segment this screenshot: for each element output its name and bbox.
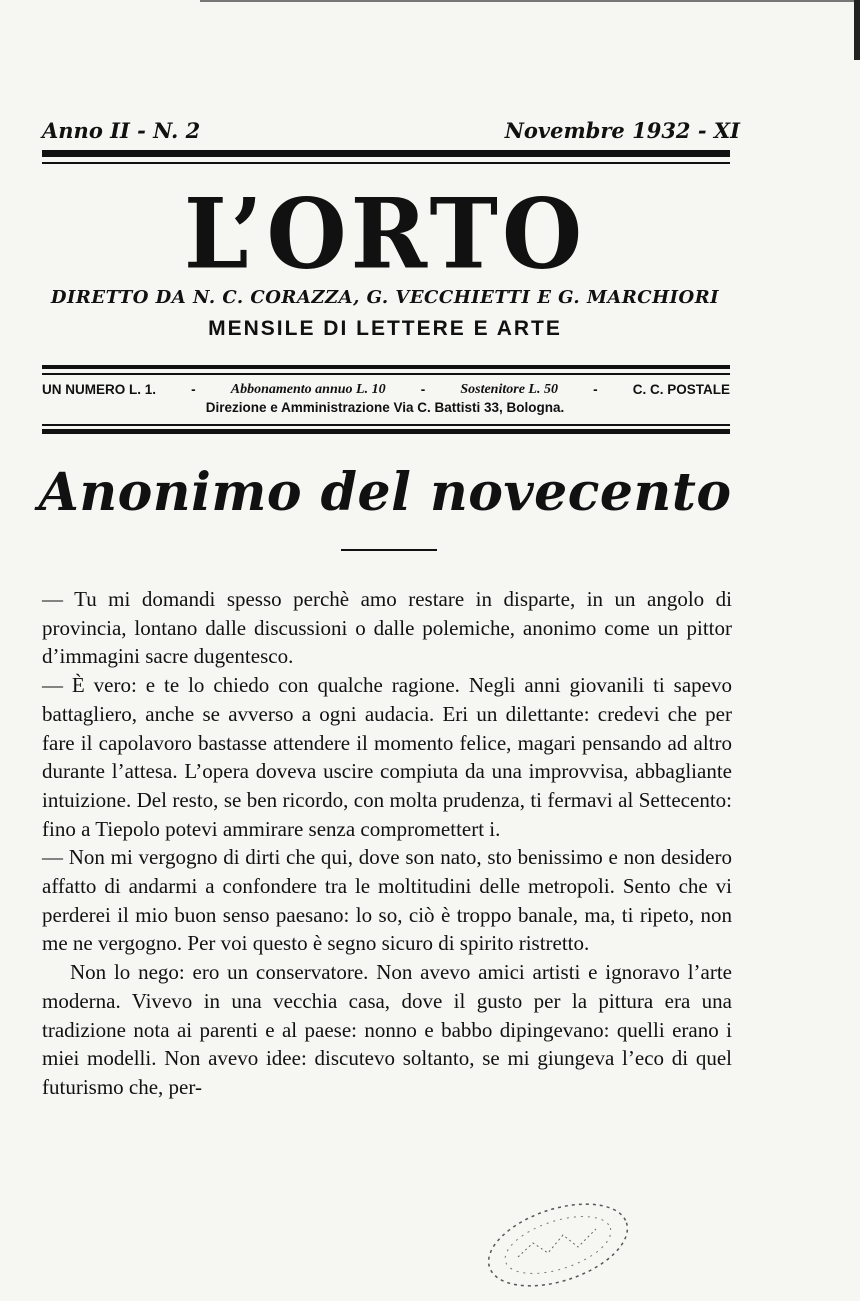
editorial-address: Direzione e Amministrazione Via C. Battisti 33, Bologna.: [205, 400, 565, 415]
article-paragraph: — È vero: e te lo chiedo con qualche ragione. Negli anni giovanili ti sapevo battagliero, anche se avverso a ogni audacia. Eri un dilettante: credevi che per fare il capolavoro bastasse attendere il momento felice, magari pensando ad altro durante l’attesa. L’opera doveva uscire compiuta da una improvvisa, abbagliante intuizione. Del resto, se ben ricordo, con molta prudenza, ti fermavi al Settecento: fino a Tiepolo potevi ammirare senza compromettert i.: [42, 673, 732, 841]
page-edge-mark: [854, 0, 860, 60]
article-paragraph: — Non mi vergogno di dirti che qui, dove son nato, sto benissimo e non desidero affatto di andarmi a confondere tra le moltitudini delle metropoli. Sento che vi perderei il mio buon senso paesano: lo so, ciò è troppo banale, ma, ti ripeto, non me ne vergogno. Per voi questo è segno sicuro di spirito ristretto.: [42, 845, 732, 956]
pricing-rule-top: [42, 365, 730, 369]
supporter-price: Sostenitore L. 50: [460, 382, 558, 397]
issue-date: Novembre 1932 - XI: [504, 118, 740, 143]
directors-line: DIRETTO DA N. C. CORAZZA, G. VECCHIETTI E G. MARCHIORI: [50, 287, 720, 308]
title-underline: [341, 549, 437, 551]
article-title: Anonimo del novecento: [38, 462, 732, 523]
pricing-separator: -: [593, 382, 598, 397]
article-paragraph: — Tu mi domandi spesso perchè amo restare in disparte, in un angolo di provincia, lontano dalle discussioni o dalle polemiche, anonimo come un pittor d’immagini sacre dugentesco.: [42, 587, 732, 669]
pricing-line: [42, 382, 730, 398]
subscription-price: Abbonamento annuo L. 10: [230, 382, 386, 397]
pricing-rule-top-thin: [42, 373, 730, 375]
header-rule-thin: [42, 162, 730, 164]
pricing-separator: -: [420, 382, 426, 397]
address-rule-thick: [42, 429, 730, 434]
pricing-separator: -: [191, 382, 196, 397]
page-top-edge: [200, 0, 860, 2]
publication-subtitle: MENSILE DI LETTERE E ARTE: [208, 317, 562, 340]
masthead-title: L’ORTO: [183, 177, 587, 291]
address-rule-thin: [42, 424, 730, 426]
article-body: [42, 585, 732, 1102]
header-rule-thick: [42, 150, 730, 157]
article-paragraph: Non lo nego: ero un conservatore. Non avevo amici artisti e ignoravo l’arte moderna. Vivevo in una vecchia casa, dove il gusto per la pittura era una tradizione nota ai parenti e al paese: nonno e babbo dipingevano: quelli erano i miei modelli. Non avevo idee: discutevo soltanto, se mi giungeva l’eco di quel futurismo che, per-: [42, 960, 732, 1099]
issue-header: [42, 118, 740, 143]
library-stamp: [478, 1195, 638, 1295]
postal-account: C. C. POSTALE: [632, 382, 730, 397]
single-issue-price: UN NUMERO L. 1.: [42, 382, 157, 397]
issue-number: Anno II - N. 2: [42, 118, 201, 143]
